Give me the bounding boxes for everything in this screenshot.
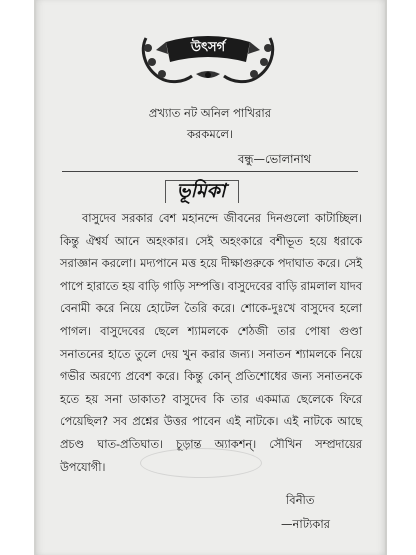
preface-body (60, 208, 362, 479)
dedication-line-1: প্রখ্যাত নট অনিল পাখিরার (148, 106, 272, 120)
dedication-line-2: করকমলে। (186, 127, 234, 141)
section-heading: ভূমিকা (176, 180, 226, 202)
preface-paragraph: বাসুদেব সরকার বেশ মহানন্দে জীবনের দিনগুলো কাটাচ্ছিল। কিন্তু ঐশ্বর্য আনে অহংকার। সেই অহংকারে বশীভূত হয়ে ধরাকে সরাজ্ঞান করলো। মদ্যপানে মত্ত হয়ে দীক্ষাগুরুকে পদাঘাত করে। সেই পাপে হারাতে হয় বাড়ি গাড়ি সম্পত্তি। বাসুদেবের বাড়ি রামলাল যাদব বেনামী করে নিয়ে হোটেল তৈরি করে। শোকে-দুঃখে বাসুদেব হলো পাগল। বাসুদেবের ছেলে শ্যামলকে শেঠজী তার পোষা গুণ্ডা সনাতনের হাতে তুলে দেয় খুন করার জন্য। সনাতন শ্যামলকে নিয়ে গভীর অরণ্যে প্রবেশ করে। কিন্তু কোন্‌ প্রতিশোধের জন্য সনাতনকে হতে হয় সনা ডাকাত? বাসুদেব কি তার একমাত্র ছেলেকে ফিরে পেয়েছিল? সব প্রশ্নের উত্তর পাবেন এই নাটকে। এই নাটকে আছে প্রচণ্ড ঘাত-প্রতিঘাত। চূড়ান্ত অ্যাকশন্‌। সৌখিন সম্প্রদায়ের উপযোগী। (60, 212, 362, 474)
divider-rule (62, 171, 358, 172)
dedication-from: বন্ধু—ভোলানাথ (238, 152, 312, 166)
closing-humbly: বিনীত (286, 493, 315, 507)
closing-playwright: —নাট্যকার (281, 517, 331, 531)
page-edge-right (385, 0, 387, 555)
dedication-emblem (138, 28, 278, 86)
emblem-title: উৎসর্গ (190, 40, 226, 55)
page-edge-left (34, 0, 36, 555)
